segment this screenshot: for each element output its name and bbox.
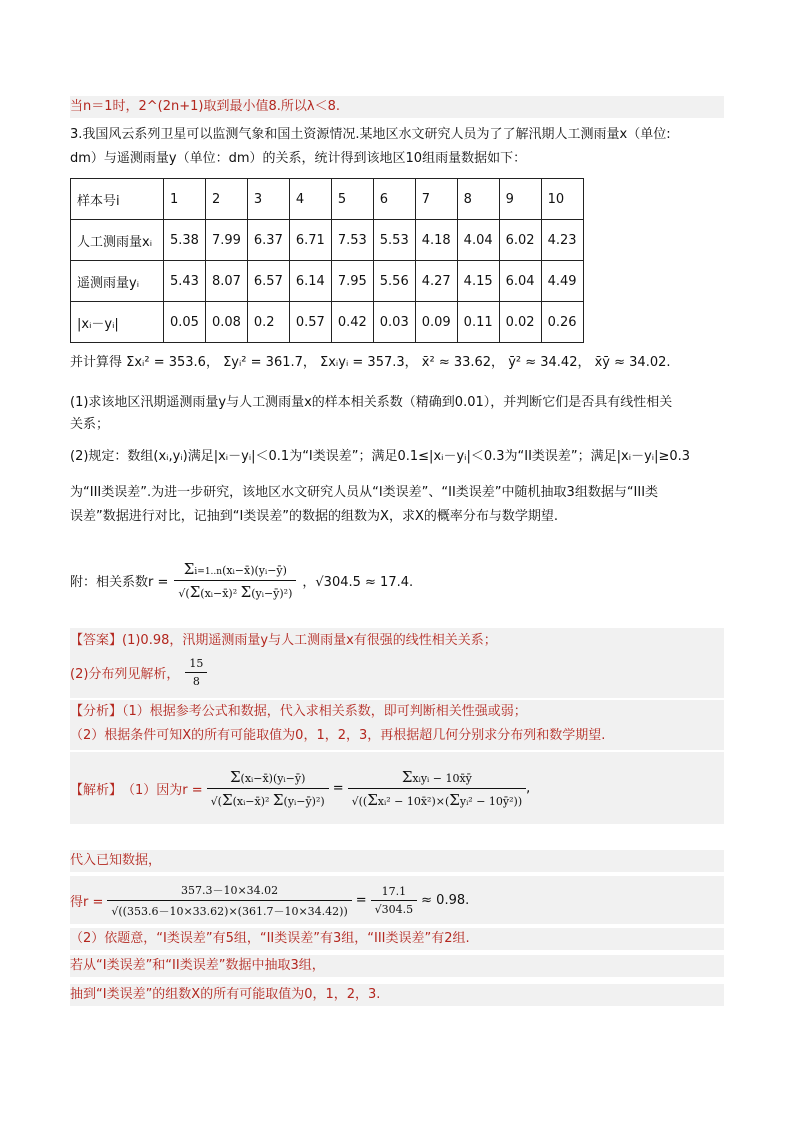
table-cell: 7.53 (331, 220, 373, 261)
table-cell: 5.43 (164, 261, 206, 302)
table-cell: 5 (331, 179, 373, 220)
table-cell: 0.03 (373, 302, 415, 343)
calc-line: 并计算得 Σxᵢ² = 353.6， Σyᵢ² = 361.7， Σxᵢyᵢ = 357.3， x̄² ≈ 33.62， ȳ² ≈ 34.42， x̄ȳ ≈ 34.02. (70, 355, 671, 370)
analysis-line-1: （1）根据参考公式和数据，代入求相关系数，即可判断相关性强或弱； (122, 704, 527, 719)
part2-line-a: (2)规定：数组(xᵢ,yᵢ)满足|xᵢ－yᵢ|＜0.1为“I类误差”；满足0.1≤|xᵢ－yᵢ|＜0.3为“II类误差”；满足|xᵢ－yᵢ|≥0.3 (70, 449, 691, 464)
calc-fraction-2: $\frac{17.1}{√304.5}$ (371, 885, 418, 916)
table-cell: 6.02 (499, 220, 541, 261)
appendix-formula (70, 548, 724, 612)
answer-line-1: (1)0.98，汛期遥测雨量y与人工测雨量x有很强的线性相关关系； (122, 633, 497, 648)
table-cell: 8 (457, 179, 499, 220)
table-cell: 6.71 (289, 220, 331, 261)
table-cell: 5.56 (373, 261, 415, 302)
part2-line-c: 误差”数据进行对比，记抽到“I类误差”的数据的组数为X，求X的概率分布与数学期望. (70, 509, 558, 524)
calc-fraction-1: $\frac{357.3-10\times 34.02}{√((353.6-10\times 33.62)\times(361.7-10\times 34.42))}$ (107, 882, 351, 919)
analysis-block (70, 700, 724, 750)
table-cell: 5.53 (373, 220, 415, 261)
table-cell: 4 (289, 179, 331, 220)
solution-formula-2: $\frac{\text{Σxᵢyᵢ − 10x̄ȳ}}{\text{√((Σxᵢ² − 10x̄²)×(Σyᵢ² − 10ȳ²))}}$ (348, 768, 527, 809)
table-row (71, 261, 584, 302)
table-row (71, 220, 584, 261)
previous-answer-line: 当n＝1时，2^(2n+1)取到最小值8.所以λ＜8. (70, 96, 724, 118)
expectation-fraction: $\frac{15}{8}$ (185, 657, 207, 688)
solution-formula-1: $\frac{\text{Σ(xᵢ−x̄)(yᵢ−ȳ)}}{\text{√(Σ(xᵢ−x̄)² Σ(yᵢ−ȳ)²)}}$ (207, 768, 329, 809)
table-cell: 2 (205, 179, 247, 220)
row-label: 人工测雨量xᵢ (71, 220, 164, 261)
row-label: 样本号i (71, 179, 164, 220)
table-cell: 4.27 (415, 261, 457, 302)
table-cell: 0.57 (289, 302, 331, 343)
table-cell: 0.42 (331, 302, 373, 343)
table-cell: 4.15 (457, 261, 499, 302)
table-row (71, 179, 584, 220)
table-cell: 7.95 (331, 261, 373, 302)
table-cell: 0.09 (415, 302, 457, 343)
table-cell: 4.49 (541, 261, 583, 302)
table-cell: 6.14 (289, 261, 331, 302)
table-cell: 7.99 (205, 220, 247, 261)
answer-label: 【答案】 (70, 633, 123, 648)
table-cell: 0.05 (164, 302, 206, 343)
table-cell: 6.04 (499, 261, 541, 302)
calc-block: 得r = $\frac{357.3-10\times 34.02}{√((353.6-10\times 33.62)\times(361.7-10\times 34.42))}$ = $\frac{17.1}{√304.5}$ ≈ 0.98. (70, 876, 724, 924)
table-cell: 0.26 (541, 302, 583, 343)
answer-line-2: (2)分布列见解析， (70, 666, 180, 682)
part1-line-a: (1)求该地区汛期遥测雨量y与人工测雨量x的样本相关系数（精确到0.01），并判断它们是否具有线性相关 (70, 395, 673, 410)
solution-part2-line-2: 若从“I类误差”和“II类误差”数据中抽取3组， (70, 955, 724, 977)
row-label: 遥测雨量yᵢ (71, 261, 164, 302)
table-cell: 8.07 (205, 261, 247, 302)
appendix-sqrt: ，√304.5 ≈ 17.4. (302, 574, 414, 590)
part2-line-b: 为“III类误差”.为进一步研究，该地区水文研究人员从“I类误差”、“II类误差”中随机抽取3组数据与“III类 (70, 485, 659, 500)
table-cell: 5.38 (164, 220, 206, 261)
rainfall-data-table (70, 178, 584, 343)
table-cell: 0.08 (205, 302, 247, 343)
table-cell: 4.23 (541, 220, 583, 261)
calc-label: 得r = (70, 894, 104, 910)
solution-intro: （1）因为r = (122, 782, 203, 798)
analysis-line-2: （2）根据条件可知X的所有可能取值为0，1，2，3，再根据超几何分别求分布列和数学期望. (70, 728, 606, 743)
correlation-formula: $\frac{\text{Σi=1..n(xᵢ−x̄)(yᵢ−ȳ)}}{\text{√(Σ(xᵢ−x̄)² Σ(yᵢ−ȳ)²)}}$ (174, 560, 296, 601)
solution-part2-line-3: 抽到“I类误差”的组数X的所有可能取值为0，1，2，3. (70, 984, 724, 1006)
table-cell: 9 (499, 179, 541, 220)
solution-part2-line-1: （2）依题意，“I类误差”有5组，“II类误差”有3组，“III类误差”有2组. (70, 928, 724, 950)
table-cell: 10 (541, 179, 583, 220)
table-cell: 0.11 (457, 302, 499, 343)
table-cell: 0.2 (247, 302, 289, 343)
row-label: |xᵢ－yᵢ| (71, 302, 164, 343)
table-cell: 6 (373, 179, 415, 220)
solution-label: 【解析】 (70, 782, 123, 798)
calc-result: ≈ 0.98. (421, 892, 470, 908)
table-cell: 3 (247, 179, 289, 220)
analysis-label: 【分析】 (70, 704, 123, 719)
question-stem-line-2: dm）与遥测雨量y（单位：dm）的关系，统计得到该地区10组雨量数据如下： (70, 151, 527, 166)
table-cell: 1 (164, 179, 206, 220)
table-cell: 7 (415, 179, 457, 220)
table-cell: 6.57 (247, 261, 289, 302)
table-cell: 4.18 (415, 220, 457, 261)
table-cell: 4.04 (457, 220, 499, 261)
question-stem-line-1: 3.我国风云系列卫星可以监测气象和国土资源情况.某地区水文研究人员为了了解汛期人工测雨量x（单位: (70, 127, 671, 142)
table-row (71, 302, 584, 343)
part1-line-b: 关系； (70, 417, 110, 432)
table-cell: 0.02 (499, 302, 541, 343)
solution-formula-block: 【解析】 （1）因为r = $\frac{\text{Σ(xᵢ−x̄)(yᵢ−ȳ)}}{\text{√(Σ(xᵢ−x̄)² Σ(yᵢ−ȳ)²)}}$ = $\frac{\text{Σxᵢyᵢ − 10x̄ȳ}}{\text{√((Σxᵢ² − 10x̄²)×(Σyᵢ² − 10ȳ²))}}$ , (70, 752, 724, 824)
substitute-line: 代入已知数据， (70, 850, 724, 872)
answer-block (70, 628, 724, 698)
appendix-label: 附：相关系数r = (70, 574, 169, 590)
table-cell: 6.37 (247, 220, 289, 261)
